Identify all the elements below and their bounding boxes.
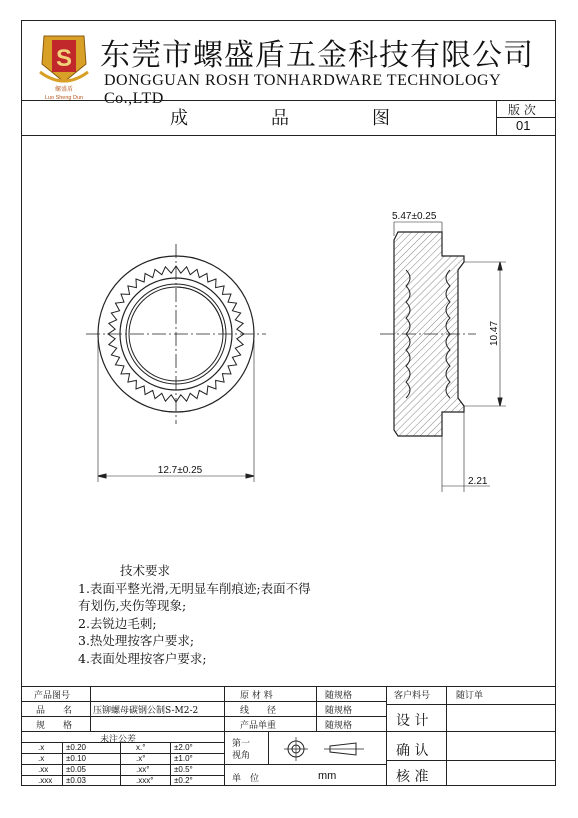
tolerance-cell: .xx	[38, 765, 49, 774]
requirement-line-4: 3.热处理按客户要求;	[78, 633, 195, 648]
weight-label: 产品单重	[240, 721, 277, 731]
tolerance-cell: ±0.03	[66, 776, 86, 785]
tolerance-cell: ±0.20	[66, 743, 86, 752]
requirement-line-3: 2.去锐边毛刺;	[78, 615, 157, 631]
title-char-3: 图	[372, 108, 390, 129]
material-value: 随规格	[325, 691, 353, 701]
requirement-line-1: 1.表面平整光滑,无明显车削痕迹;表面不得	[78, 580, 311, 596]
unit-label: 单 位	[232, 774, 260, 784]
tolerance-cell: .x°	[136, 754, 146, 763]
front-view	[86, 244, 266, 482]
technical-requirements	[78, 562, 311, 667]
requirement-line-5: 4.表面处理按客户要求;	[78, 650, 207, 666]
dim-thread-dia: 10.47	[489, 320, 500, 346]
design-label: 设 计	[396, 713, 429, 729]
name-value: 压铆螺母碳钢公制S-M2-2	[93, 706, 199, 716]
tolerance-cell: ±1.0°	[174, 754, 193, 763]
material-label: 原 材 料	[240, 691, 273, 701]
tolerance-cell: ±2.0°	[174, 743, 193, 752]
customer-no-value: 随订单	[456, 691, 484, 701]
requirements-title: 技术要求	[120, 563, 171, 578]
version-label: 版 次	[508, 103, 536, 117]
tolerance-cell: .xxx°	[136, 776, 154, 785]
name-label: 品 名	[36, 706, 73, 716]
wire-value: 随规格	[325, 706, 353, 716]
tolerance-cell: ±0.5°	[174, 765, 193, 774]
weight-value: 随规格	[325, 721, 353, 731]
tolerance-cell: .xxx	[38, 776, 53, 785]
customer-no-label: 客户料号	[394, 691, 431, 701]
tolerance-cell: .x	[38, 754, 45, 763]
title-char-2: 品	[271, 108, 289, 129]
arrow-right	[246, 474, 254, 478]
projection-symbol-icon	[280, 736, 380, 762]
side-view	[380, 222, 506, 492]
requirement-line-2: 有划伤,夹伤等现象;	[78, 598, 187, 613]
version-value: 01	[516, 118, 531, 133]
arrow-left	[98, 474, 106, 478]
dim-flange: 5.47±0.25	[392, 211, 437, 222]
dim-outer-dia: 12.7±0.25	[157, 465, 203, 476]
angle-label-1: 第一	[232, 739, 251, 749]
spec-label: 规 格	[36, 721, 73, 731]
tolerance-cell: .x	[38, 743, 45, 752]
logo-cn: 螺盛盾	[54, 87, 74, 93]
tolerance-cell: ±0.10	[66, 754, 86, 763]
approve-label: 核 准	[396, 769, 429, 785]
confirm-label: 确 认	[396, 743, 429, 759]
logo-letter: S	[55, 45, 73, 72]
tolerance-cell: .xx°	[136, 765, 150, 774]
angle-label-2: 视角	[232, 751, 251, 761]
unit-value: mm	[318, 770, 337, 782]
wire-label: 线 径	[240, 706, 277, 716]
product-no-label: 产品图号	[34, 691, 71, 701]
dim-bottom: 2.21	[468, 476, 488, 487]
tolerance-cell: ±0.2°	[174, 776, 193, 785]
company-name-cn: 东莞市螺盛盾五金科技有限公司	[100, 38, 534, 73]
tolerance-cell: x.°	[136, 743, 146, 752]
tolerance-title: 未注公差	[100, 735, 137, 745]
logo-pinyin: Luo Sheng Dun	[44, 95, 84, 100]
company-name-en: DONGGUAN ROSH TONHARDWARE TECHNOLOGY Co.,LTD	[104, 72, 501, 107]
title-char-1: 成	[170, 108, 188, 129]
tolerance-cell: ±0.05	[66, 765, 86, 774]
